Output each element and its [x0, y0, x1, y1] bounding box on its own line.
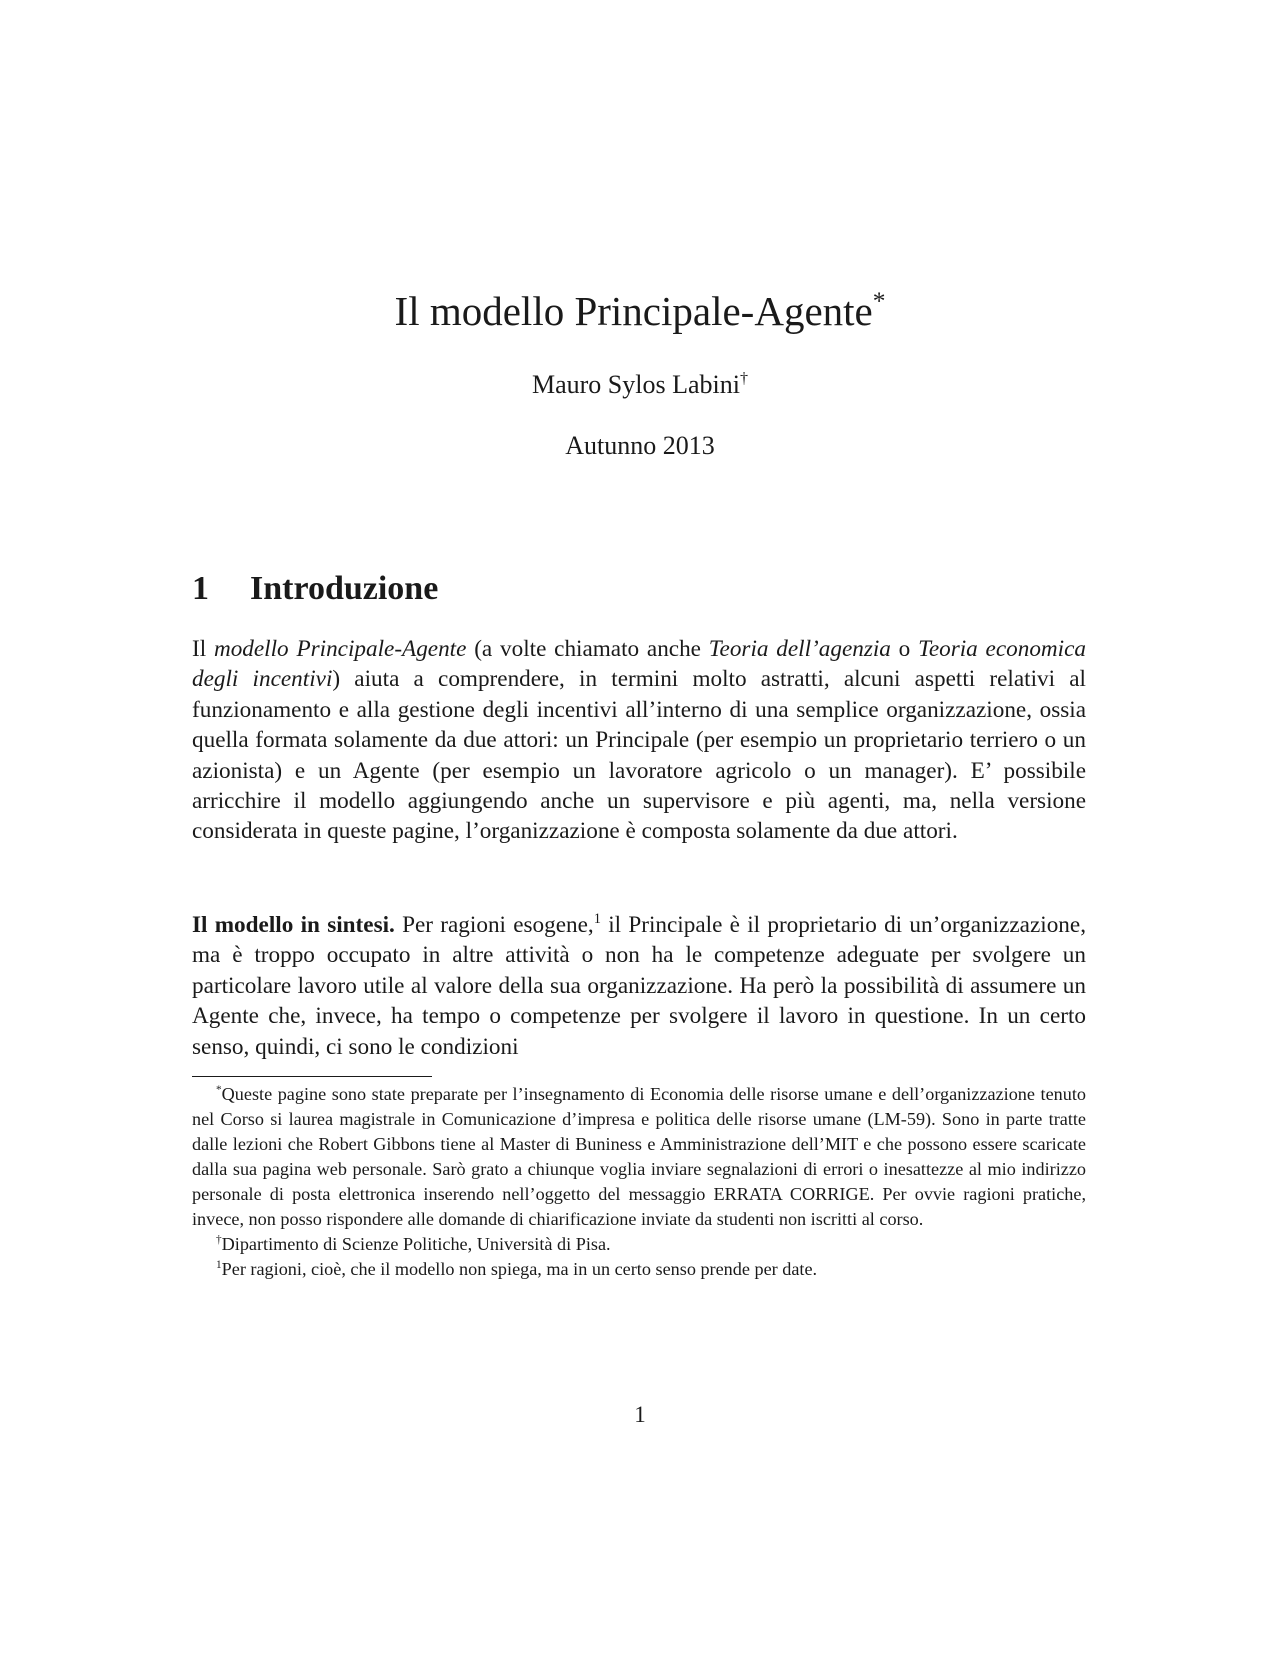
document-title-text: Il modello Principale-Agente [394, 288, 873, 334]
summary-text-2: il Principale è il proprietario di un’organizzazione, ma è troppo occupato in altre attività o non ha le competenze adeguate per svolgere un particolare lavoro utile al valore della sua organizzazione. Ha però la possibilità di assumere un Agente che, invece, ha tempo o competenze per svolgere il lavoro in questione. In un certo senso, quindi, ci sono le condizioni [192, 912, 1086, 1060]
footnote-divider [192, 1076, 432, 1077]
page-number: 1 [634, 1402, 646, 1427]
paragraph-heading: Il modello in sintesi. [192, 912, 395, 938]
intro-paragraph [192, 634, 1086, 847]
footnote [192, 1082, 1086, 1232]
intro-text-3: o [890, 636, 919, 662]
footnote-text: Dipartimento di Scienze Politiche, Università di Pisa. [221, 1234, 611, 1254]
title-footnote-mark: * [872, 287, 886, 316]
footnote-mark: † [216, 1234, 222, 1247]
section-title: Introduzione [250, 570, 439, 607]
document-author [0, 368, 1280, 402]
footnote-ref-1[interactable]: 1 [593, 911, 601, 928]
intro-emphasis-1: modello Principale-Agente [213, 636, 467, 662]
footnote-mark: 1 [216, 1259, 222, 1272]
intro-text-1: Il [192, 636, 214, 662]
intro-emphasis-2: Teoria dell’agenzia [708, 636, 891, 662]
document-date: Autunno 2013 [565, 431, 715, 460]
document-title [0, 286, 1280, 336]
summary-paragraph [192, 910, 1086, 1062]
author-name: Mauro Sylos Labini [531, 370, 740, 399]
summary-text-1: Per ragioni esogene, [394, 912, 594, 938]
author-footnote-mark: † [739, 370, 749, 388]
intro-emphasis-3: Teoria economica degli incentivi [192, 636, 1086, 693]
footnote-mark: * [216, 1084, 222, 1097]
footnote-text: Per ragioni, cioè, che il modello non spiega, ma in un certo senso prende per date. [221, 1259, 818, 1279]
intro-text-2: (a volte chiamato anche [466, 636, 709, 662]
intro-text-4: ) aiuta a comprendere, in termini molto astratti, alcuni aspetti relativi al funzionamento e alla gestione degli incentivi all’interno di una semplice organizzazione, ossia quella formata solamente da due attori: un Principale (per esempio un proprietario terriero o un azionista) e un Agente (per esempio un lavoratore agricolo o un manager). E’ possibile arricchire il modello aggiungendo anche un supervisore e più agenti, ma, nella versione considerata in queste pagine, l’organizzazione è composta solamente da due attori. [192, 666, 1086, 845]
footnote [192, 1257, 1086, 1282]
footnotes [192, 1082, 1086, 1282]
section-number: 1 [192, 570, 209, 607]
footnote [192, 1232, 1086, 1257]
section-heading [192, 568, 438, 610]
footnote-text: Queste pagine sono state preparate per l’insegnamento di Economia delle risorse umane e dell’organizzazione tenuto nel Corso si laurea magistrale in Comunicazione d’impresa e politica delle risorse umane (LM-59). Sono in parte tratte dalle lezioni che Robert Gibbons tiene al Master di Buniness e Amministrazione dell’MIT e che possono essere scaricate dalla sua pagina web personale. Sarò grato a chiunque voglia inviare segnalazioni di errori o inesattezze al mio indirizzo personale di posta elettronica inserendo nell’oggetto del messaggio ERRATA CORRIGE. Per ovvie ragioni pratiche, invece, non posso rispondere alle domande di chiarificazione inviate da studenti non iscritti al corso. [192, 1084, 1086, 1229]
